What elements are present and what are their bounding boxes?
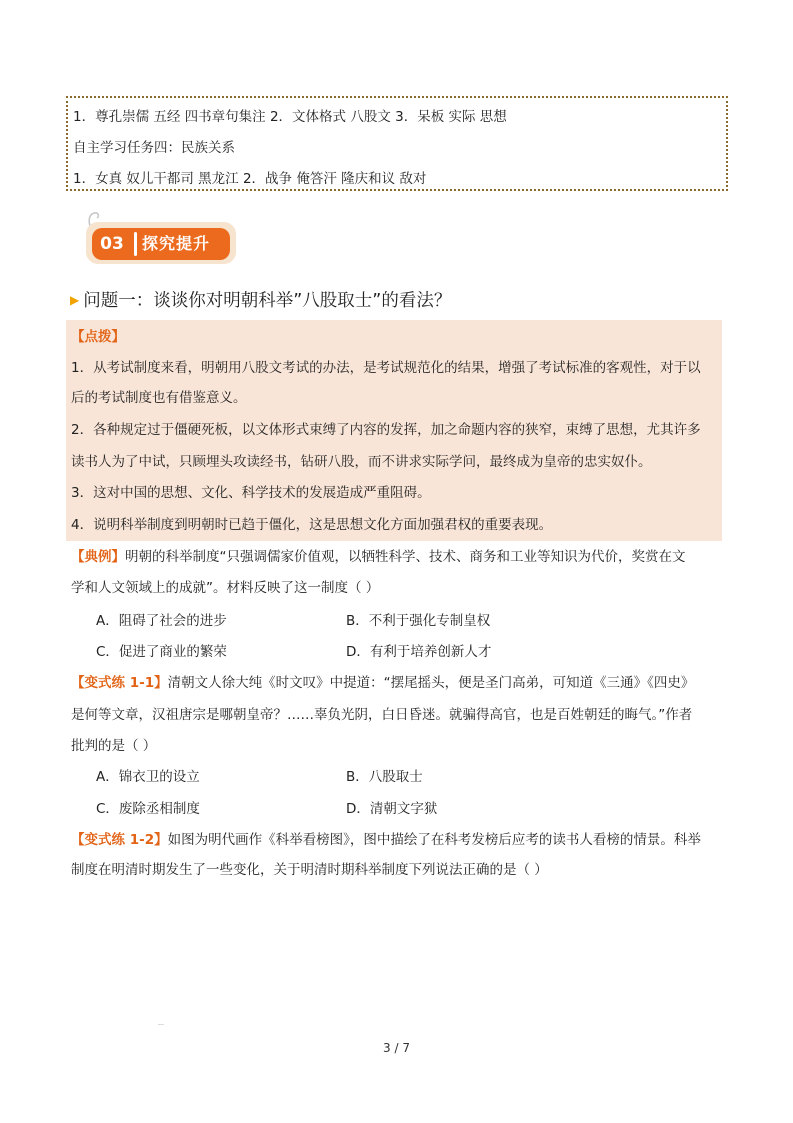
tip-line: 读书人为了中试，只顾埋头攻读经书，钻研八股，而不讲求实际学问，最终成为皇帝的忠实奴仆。 xyxy=(71,454,652,470)
task-four-heading: 自主学习任务四：民族关系 xyxy=(73,140,235,156)
example-option-b[interactable]: B．不利于强化专制皇权 xyxy=(346,613,491,629)
example-option-c[interactable]: C．促进了商业的繁荣 xyxy=(96,644,227,660)
question-heading xyxy=(70,287,451,314)
variant1-line-2: 是何等文章，汉祖唐宗是哪朝皇帝？……辜负光阴，白日昏迷。就骗得高官，也是百姓朝廷的晦气。”作者 xyxy=(71,707,693,723)
tip-line: 4．说明科举制度到明朝时已趋于僵化，这是思想文化方面加强君权的重要表现。 xyxy=(71,517,553,533)
variant1-line-3: 批判的是（ ） xyxy=(71,738,157,754)
faint-mark xyxy=(158,1024,164,1025)
variant2-tag: 【变式练 1-2】 xyxy=(71,832,168,848)
tip-block xyxy=(66,320,722,541)
section-title: 探究提升 xyxy=(142,234,211,253)
variant1-option-d[interactable]: D．清朝文字狱 xyxy=(346,801,438,817)
variant1-line-1 xyxy=(71,673,694,693)
answer-row-3: 1．女真 奴儿干都司 黑龙江 2．战争 俺答汗 隆庆和议 敌对 xyxy=(73,171,427,187)
page-number: 3 / 7 xyxy=(383,1041,410,1055)
triangle-marker-icon: ▶ xyxy=(70,293,80,307)
example-tag: 【典例】 xyxy=(71,549,125,565)
variant1-option-c[interactable]: C．废除丞相制度 xyxy=(96,801,200,817)
section-number: 03 xyxy=(100,234,124,254)
tip-line: 2．各种规定过于僵硬死板，以文体形式束缚了内容的发挥，加之命题内容的狭窄，束缚了思想，尤其许多 xyxy=(71,422,701,438)
tip-header: 【点拨】 xyxy=(71,329,125,345)
example-line-2: 学和人文领域上的成就”。材料反映了这一制度（ ） xyxy=(71,580,380,596)
badge-separator xyxy=(134,232,137,256)
answer-row-1: 1．尊孔崇儒 五经 四书章句集注 2．文体格式 八股文 3．呆板 实际 思想 xyxy=(73,109,507,125)
tip-line: 后的考试制度也有借鉴意义。 xyxy=(71,390,247,406)
variant1-option-a[interactable]: A．锦衣卫的设立 xyxy=(96,769,200,785)
variant1-text: 清朝文人徐大纯《时文叹》中提道：“摆尾摇头，便是圣门高弟，可知道《三通》《四史》 xyxy=(167,675,695,691)
example-option-a[interactable]: A．阻碍了社会的进步 xyxy=(96,613,227,629)
tip-line: 1．从考试制度来看，明朝用八股文考试的办法，是考试规范化的结果，增强了考试标准的客观性，对于以 xyxy=(71,360,701,376)
variant2-line-1 xyxy=(71,830,701,850)
tip-line: 3．这对中国的思想、文化、科学技术的发展造成严重阻碍。 xyxy=(71,485,431,501)
variant1-option-b[interactable]: B．八股取士 xyxy=(346,769,423,785)
question-text: 问题一：谈谈你对明朝科举”八股取士”的看法？ xyxy=(83,291,452,311)
variant1-tag: 【变式练 1-1】 xyxy=(71,675,168,691)
variant2-text: 如图为明代画作《科举看榜图》，图中描绘了在科考发榜后应考的读书人看榜的情景。科举 xyxy=(167,832,701,848)
example-text: 明朝的科举制度“只强调儒家价值观，以牺牲科学、技术、商务和工业等知识为代价，奖赏在文 xyxy=(125,549,686,565)
variant2-line-2: 制度在明清时期发生了一些变化，关于明清时期科举制度下列说法正确的是（ ） xyxy=(71,862,548,878)
example-option-d[interactable]: D．有利于培养创新人才 xyxy=(346,644,492,660)
example-line-1 xyxy=(71,547,686,567)
section-badge xyxy=(82,205,242,265)
answer-key-box xyxy=(66,96,728,191)
